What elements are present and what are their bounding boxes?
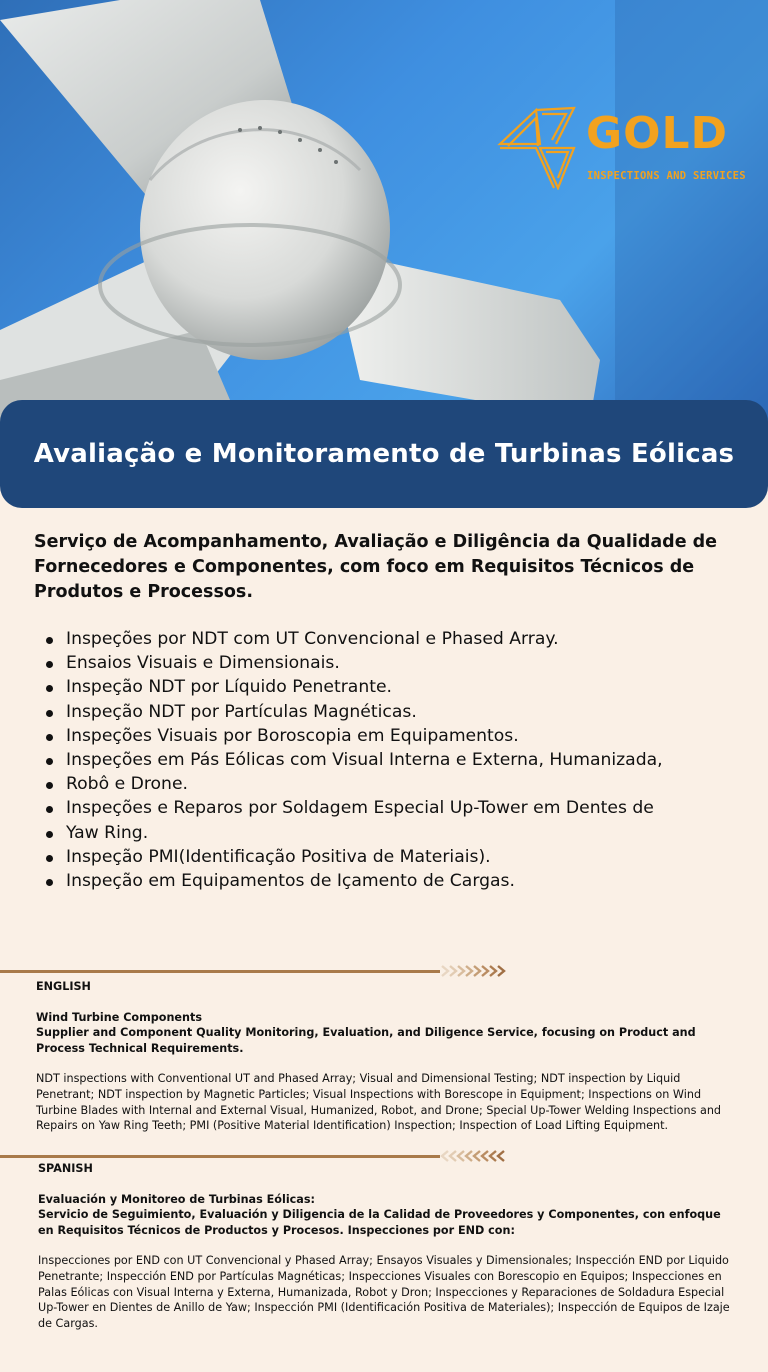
list-item: Inspeções em Pás Eólicas com Visual Interna e Externa, Humanizada, bbox=[44, 748, 744, 772]
title-banner bbox=[0, 400, 768, 508]
section-divider bbox=[0, 964, 520, 978]
list-item: Inspeções por NDT com UT Convencional e Phased Array. bbox=[44, 627, 744, 651]
english-section bbox=[36, 979, 736, 1134]
list-item: Yaw Ring. bbox=[44, 821, 744, 845]
wind-turbine-illustration bbox=[0, 0, 768, 440]
divider-line bbox=[0, 1155, 440, 1158]
divider-line bbox=[0, 970, 440, 973]
spanish-heading: Evaluación y Monitoreo de Turbinas Eólicas: bbox=[38, 1192, 315, 1206]
spanish-section bbox=[38, 1161, 738, 1331]
hero-image bbox=[0, 0, 768, 440]
triangle-logo-icon bbox=[496, 104, 580, 190]
list-item: Ensaios Visuais e Dimensionais. bbox=[44, 651, 744, 675]
brand-tagline: INSPECTIONS AND SERVICES bbox=[587, 170, 746, 182]
list-item: Inspeção em Equipamentos de Içamento de Cargas. bbox=[44, 869, 744, 893]
english-subheading: Supplier and Component Quality Monitoring, Evaluation, and Diligence Service, focusing on Product and Process Technical Requirements. bbox=[36, 1026, 696, 1055]
list-item: Inspeção PMI(Identificação Positiva de Materiais). bbox=[44, 845, 744, 869]
page-title: Avaliação e Monitoramento de Turbinas Eólicas bbox=[33, 439, 735, 469]
english-heading: Wind Turbine Components bbox=[36, 1010, 202, 1024]
brand-name: GOLD bbox=[586, 108, 729, 159]
gold-logo bbox=[496, 104, 746, 194]
list-item: Inspeções e Reparos por Soldagem Especial Up-Tower em Dentes de bbox=[44, 796, 744, 820]
intro-text: Serviço de Acompanhamento, Avaliação e Diligência da Qualidade de Fornecedores e Componentes, com foco em Requisitos Técnicos de Produtos e Processos. bbox=[34, 532, 718, 602]
spanish-body: Inspecciones por END con UT Convencional y Phased Array; Ensayos Visuales y Dimensionales; Inspección END por Liquido Penetrante; Inspección END por Partículas Magnéticas; Inspecciones Visuales con Borescopio en Equipos; Inspecciones en Palas Eólicas con Visual Interna y Externa, Humanizada, Robot y Dron; Inspecciones y Reparaciones de Soldadura Especial Up-Tower en Dientes de Anillo de Yaw; Inspección PMI (Identificación Positiva de Materiales); Inspección de Equipos de Izaje de Cargas. bbox=[38, 1254, 730, 1330]
spanish-subheading: Servicio de Seguimiento, Evaluación y Diligencia de la Calidad de Proveedores y Componentes, con enfoque en Requisitos Técnicos de Productos y Procesos. Inspecciones por END con: bbox=[38, 1208, 721, 1237]
list-item: Inspeção NDT por Partículas Magnéticas. bbox=[44, 700, 744, 724]
services-list bbox=[44, 627, 744, 893]
list-item: Robô e Drone. bbox=[44, 772, 744, 796]
spanish-label: SPANISH bbox=[38, 1162, 93, 1175]
english-label: ENGLISH bbox=[36, 980, 91, 993]
list-item: Inspeção NDT por Líquido Penetrante. bbox=[44, 675, 744, 699]
english-body: NDT inspections with Conventional UT and Phased Array; Visual and Dimensional Testing; NDT inspection by Liquid Penetrant; NDT inspection by Magnetic Particles; Visual Inspections with Borescope in Equipment; Inspections on Wind Turbine Blades with Internal and External Visual, Humanized, Robot, and Drone; Special Up-Tower Welding Inspections and Repairs on Yaw Ring Teeth; PMI (Positive Material Identification) Inspection; Inspection of Load Lifting Equipment. bbox=[36, 1072, 722, 1133]
list-item: Inspeções Visuais por Boroscopia em Equipamentos. bbox=[44, 724, 744, 748]
chevron-right-icon bbox=[440, 964, 510, 978]
